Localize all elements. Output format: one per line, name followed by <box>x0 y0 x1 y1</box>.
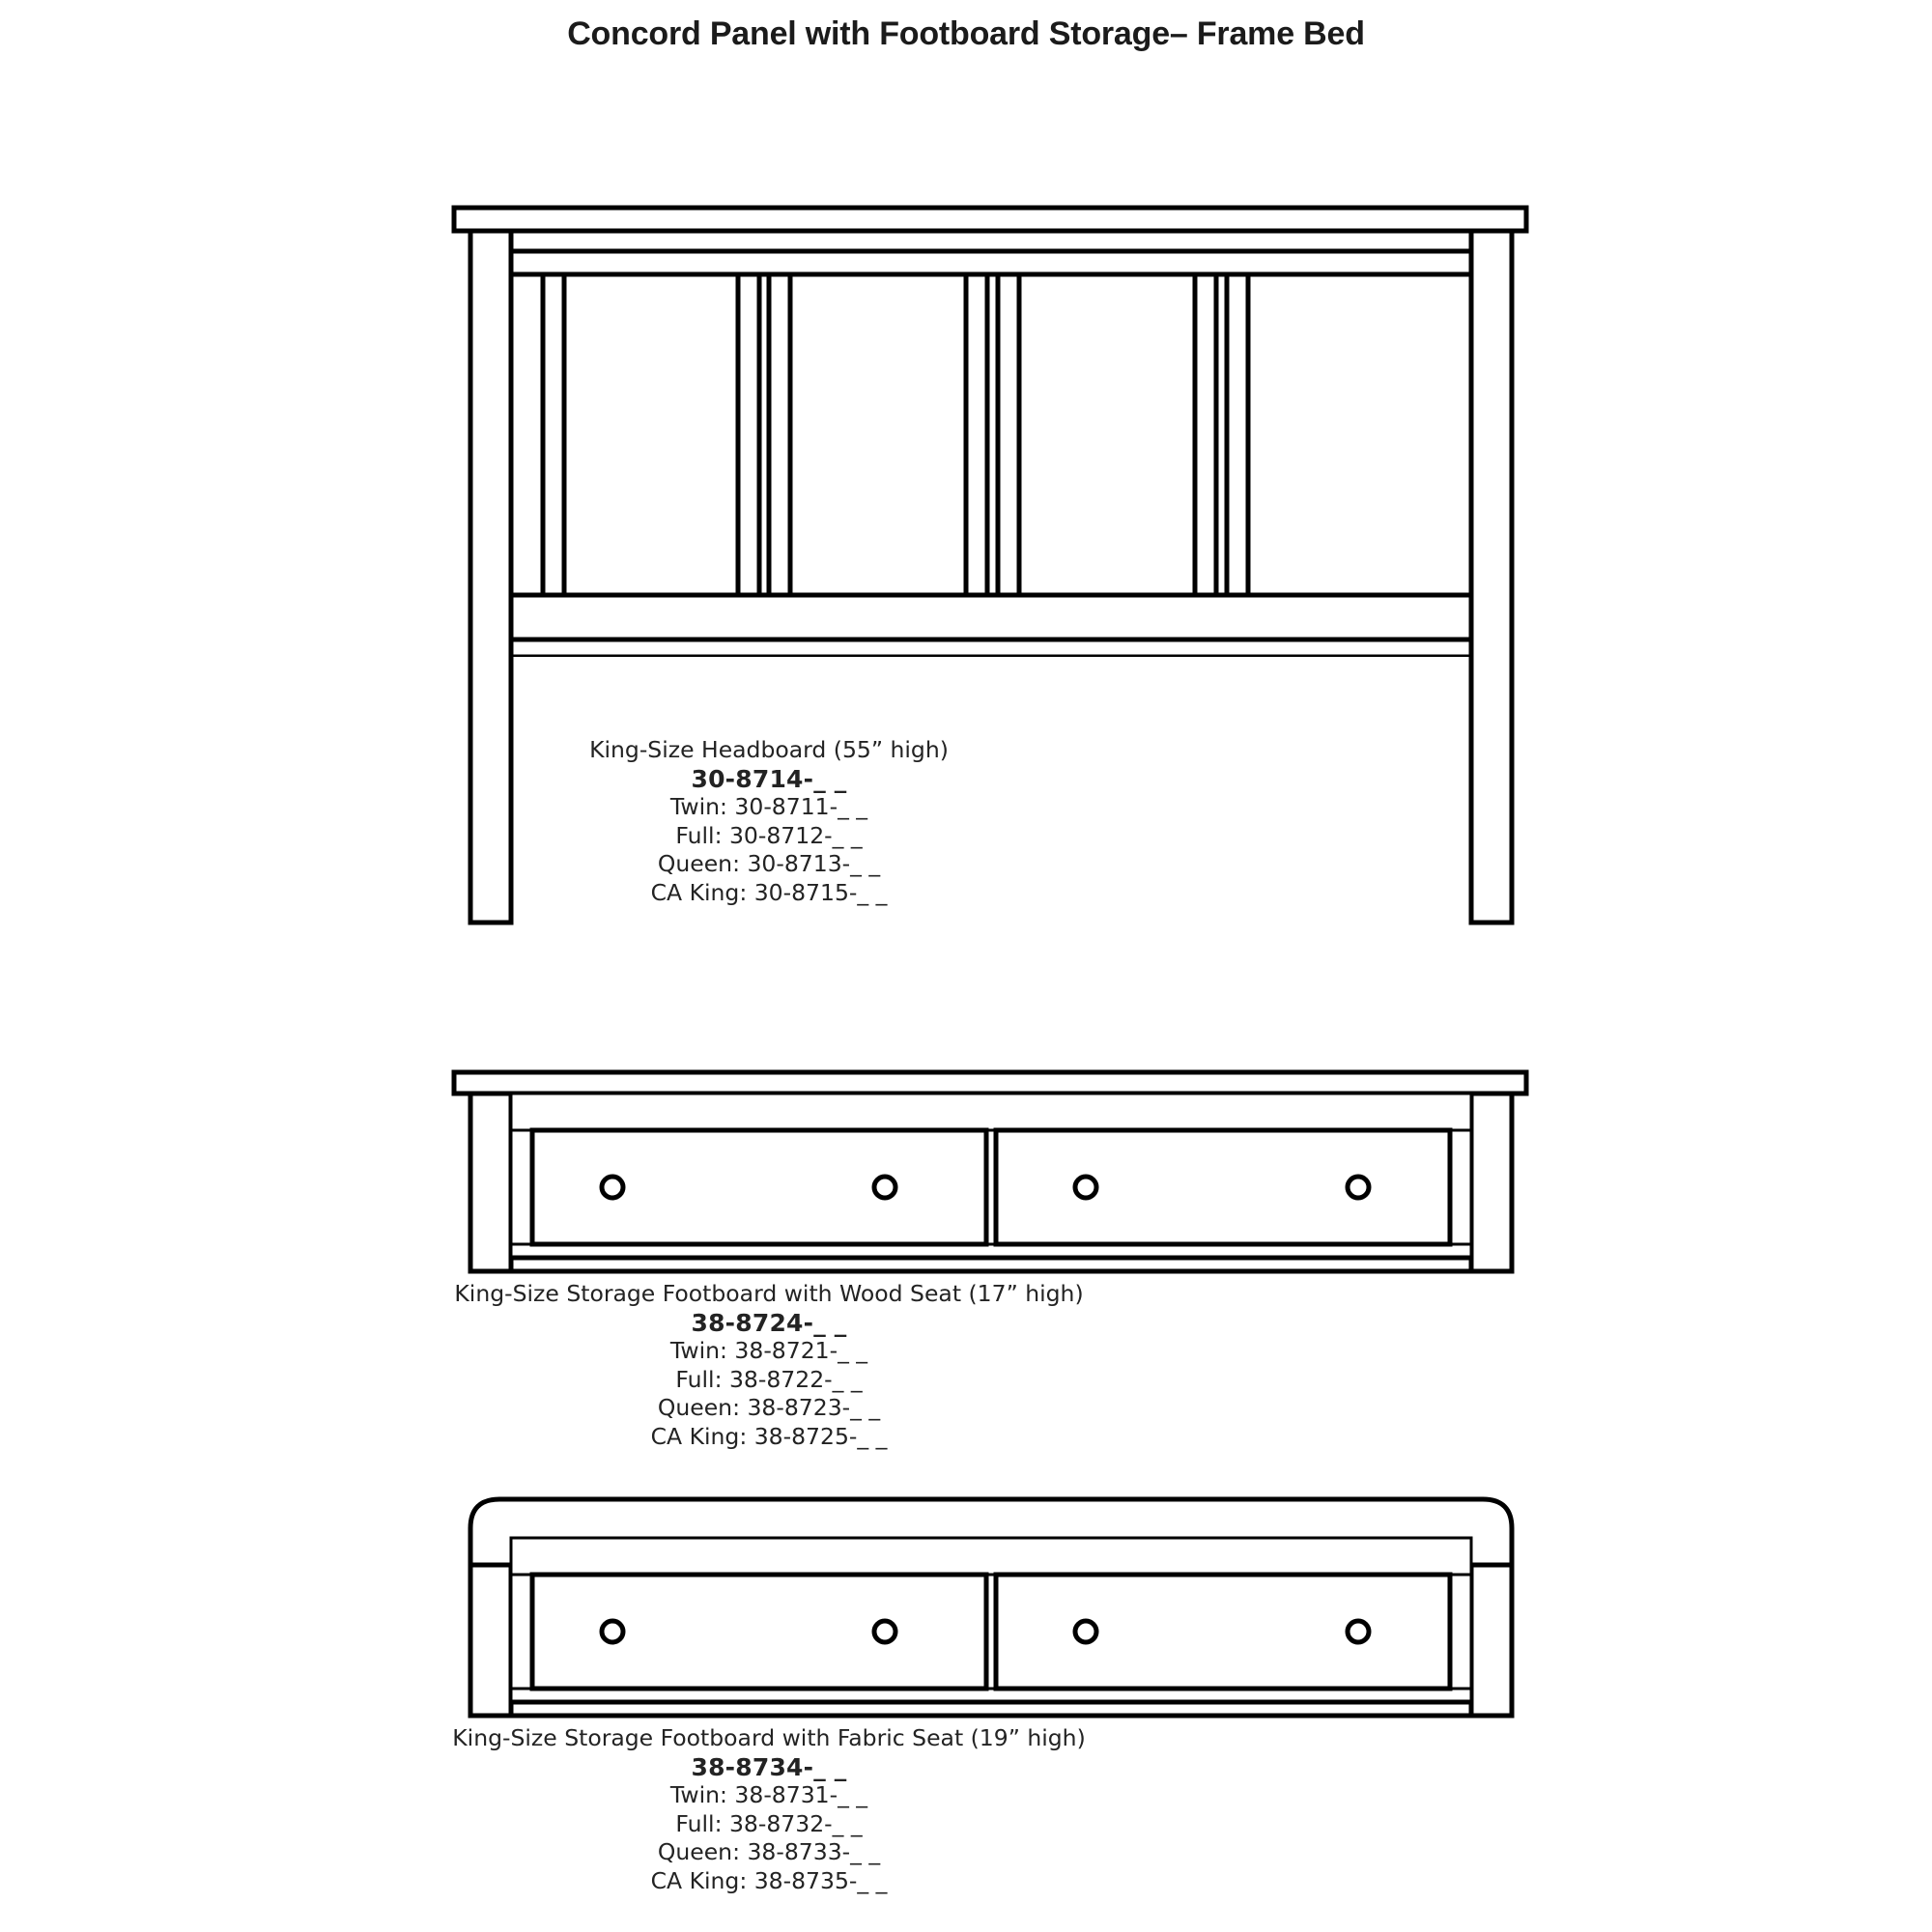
caption-footboard-wood-twin: Twin: 38-8721-_ _ <box>669 1337 868 1364</box>
caption-footboard-fabric-twin: Twin: 38-8731-_ _ <box>669 1781 868 1808</box>
footboard-wood-left-post <box>470 1094 511 1271</box>
caption-footboard-wood-title: King-Size Storage Footboard with Wood Seat (17” high) <box>454 1280 1084 1307</box>
footboard-wood-knob-4 <box>1348 1177 1369 1198</box>
caption-headboard <box>0 736 1735 907</box>
caption-headboard-queen: Queen: 30-8713-_ _ <box>657 850 881 877</box>
footboard-wood-knob-3 <box>1075 1177 1096 1198</box>
footboard-wood-knob-1 <box>602 1177 623 1198</box>
headboard-stile-7 <box>1227 274 1248 595</box>
caption-footboard-wood <box>0 1280 1735 1451</box>
footboard-fabric-knob-3 <box>1075 1621 1096 1642</box>
headboard-stile-3 <box>769 274 790 595</box>
caption-footboard-fabric-model: 38-8734-_ _ <box>691 1752 847 1781</box>
storage-footboard-fabric-seat-drawing <box>0 1478 1932 1758</box>
caption-headboard-title: King-Size Headboard (55” high) <box>589 736 949 763</box>
headboard-stile-2 <box>738 274 759 595</box>
caption-headboard-twin: Twin: 30-8711-_ _ <box>669 793 868 820</box>
headboard-stile-5 <box>998 274 1019 595</box>
storage-footboard-wood-seat-drawing <box>0 1043 1932 1314</box>
headboard-stile-6 <box>1195 274 1216 595</box>
footboard-fabric-drawer-front-right <box>996 1575 1450 1689</box>
headboard-lower-rail-upper <box>511 595 1471 639</box>
footboard-fabric-right-post <box>1471 1565 1512 1716</box>
footboard-fabric-knob-4 <box>1348 1621 1369 1642</box>
page-title: Concord Panel with Footboard Storage– Frame Bed <box>567 15 1365 52</box>
footboard-wood-drawer-front-right <box>996 1130 1450 1244</box>
caption-footboard-fabric-title: King-Size Storage Footboard with Fabric Seat (19” high) <box>452 1724 1086 1751</box>
caption-footboard-fabric-full: Full: 38-8732-_ _ <box>675 1809 863 1837</box>
headboard-top-cap-rail <box>454 208 1526 231</box>
headboard-lower-rail-lower <box>511 639 1471 657</box>
footboard-wood-right-post <box>1471 1094 1512 1271</box>
caption-footboard-wood-full: Full: 38-8722-_ _ <box>675 1365 863 1393</box>
footboard-fabric-left-post <box>470 1565 511 1716</box>
footboard-wood-top-cap-rail <box>454 1072 1526 1094</box>
footboard-fabric-knob-2 <box>874 1621 895 1642</box>
caption-footboard-fabric <box>0 1724 1735 1895</box>
headboard-stile-4 <box>966 274 987 595</box>
footboard-wood-base-rail <box>511 1258 1471 1271</box>
caption-headboard-full: Full: 30-8712-_ _ <box>675 821 863 849</box>
caption-footboard-fabric-queen: Queen: 38-8733-_ _ <box>657 1838 881 1865</box>
headboard-upper-rail <box>511 251 1471 274</box>
headboard-stile-1 <box>543 274 564 595</box>
caption-footboard-wood-queen: Queen: 38-8723-_ _ <box>657 1394 881 1421</box>
footboard-fabric-knob-1 <box>602 1621 623 1642</box>
footboard-wood-knob-2 <box>874 1177 895 1198</box>
footboard-fabric-base-rail <box>511 1702 1471 1716</box>
headboard-panel-field <box>511 274 1471 595</box>
caption-headboard-model: 30-8714-_ _ <box>691 764 847 793</box>
caption-footboard-fabric-caking: CA King: 38-8735-_ _ <box>650 1866 888 1894</box>
caption-headboard-caking: CA King: 30-8715-_ _ <box>650 878 888 906</box>
caption-footboard-wood-caking: CA King: 38-8725-_ _ <box>650 1422 888 1450</box>
caption-footboard-wood-model: 38-8724-_ _ <box>691 1308 847 1337</box>
